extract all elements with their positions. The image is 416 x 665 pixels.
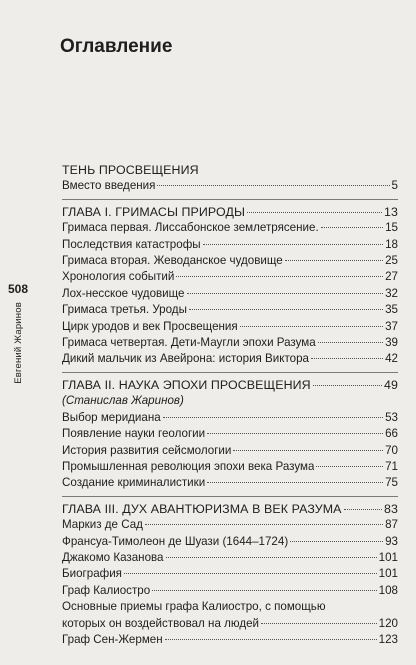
toc-entry-page: 66 — [385, 427, 398, 441]
toc-entry-title: Лох-несское чудовище — [62, 286, 185, 300]
toc-entry-page: 39 — [385, 336, 398, 350]
toc-entry-page: 108 — [378, 583, 398, 597]
toc-entry-page: 93 — [385, 534, 398, 548]
toc-entry-page: 13 — [384, 204, 398, 219]
toc-entry-page: 42 — [385, 352, 398, 366]
toc-chapter-heading — [62, 204, 398, 220]
dot-leader — [176, 276, 383, 277]
toc-entry-page: 5 — [391, 179, 398, 193]
dot-leader — [189, 309, 383, 310]
dot-leader — [157, 185, 389, 186]
toc-entry-page: 123 — [378, 632, 398, 646]
toc-entry — [62, 335, 398, 351]
toc-entry — [62, 534, 398, 550]
dot-leader — [344, 509, 382, 510]
toc-section — [62, 162, 398, 195]
dot-leader — [124, 573, 377, 574]
toc-entry-title: ГЛАВА I. ГРИМАСЫ ПРИРОДЫ — [62, 204, 246, 219]
toc-entry — [62, 475, 398, 491]
toc-entry — [62, 351, 398, 367]
toc-entry-line: Основные приемы графа Калиостро, с помощью — [62, 600, 326, 614]
toc-part-heading: ТЕНЬ ПРОСВЕЩЕНИЯ — [62, 163, 199, 177]
dot-leader — [316, 466, 383, 467]
toc-entry-title: Промышленная революция эпохи века Разума — [62, 459, 315, 473]
toc-entry-title: ГЛАВА II. НАУКА ЭПОХИ ПРОСВЕЩЕНИЯ — [62, 377, 311, 392]
author-name: Евгений Жаринов — [12, 302, 24, 384]
toc-entry — [62, 426, 398, 442]
dot-leader — [290, 541, 383, 542]
toc-entry — [62, 253, 398, 269]
toc-entry — [62, 459, 398, 475]
toc-entry — [62, 550, 398, 566]
toc-entry — [62, 269, 398, 285]
running-header — [6, 282, 30, 384]
toc-entry — [62, 632, 398, 648]
toc-entry-title: Гримаса первая. Лиссабонское землетрясение. — [62, 221, 319, 235]
toc-entry-page: 101 — [378, 550, 398, 564]
toc-entry-title: Цирк уродов и век Просвещения — [62, 319, 238, 333]
toc-entry-title: Маркиз де Сад — [62, 518, 143, 532]
toc-entry-page: 25 — [385, 254, 398, 268]
dot-leader — [187, 293, 384, 294]
toc-entry-page: 87 — [385, 518, 398, 532]
toc-entry — [62, 517, 398, 533]
toc-section — [62, 204, 398, 368]
toc-entry — [62, 583, 398, 599]
toc-entry-title: Дикий мальчик из Авейрона: история Виктора — [62, 352, 309, 366]
toc-entry-title: ГЛАВА III. ДУХ АВАНТЮРИЗМА В ВЕК РАЗУМА — [62, 501, 342, 516]
table-of-contents — [62, 162, 398, 648]
toc-entry-page: 71 — [385, 459, 398, 473]
dot-leader — [233, 450, 383, 451]
toc-entry-title: Хронология событий — [62, 270, 175, 284]
toc-entry-page: 49 — [384, 377, 398, 392]
toc-entry — [62, 319, 398, 335]
toc-entry-title: Последствия катастрофы — [62, 237, 201, 251]
toc-entry-title: Вместо введения — [62, 179, 156, 193]
toc-entry-title: История развития сейсмологии — [62, 443, 232, 457]
toc-entry-title: Создание криминалистики — [62, 476, 206, 490]
toc-entry — [62, 566, 398, 582]
toc-entry — [62, 410, 398, 426]
toc-entry-page: 70 — [385, 443, 398, 457]
toc-entry — [62, 237, 398, 253]
toc-entry-title: Гримаса третья. Уроды — [62, 303, 187, 317]
toc-entry-title: Граф Сен-Жермен — [62, 632, 163, 646]
toc-entry-title: Джакомо Казанова — [62, 550, 164, 564]
dot-leader — [203, 244, 384, 245]
dot-leader — [152, 590, 376, 591]
dot-leader — [247, 212, 382, 213]
dot-leader — [207, 433, 383, 434]
dot-leader — [311, 358, 383, 359]
dot-leader — [166, 557, 377, 558]
dot-leader — [240, 326, 383, 327]
toc-entry — [62, 178, 398, 194]
page-title: Оглавление — [60, 36, 173, 57]
dot-leader — [313, 385, 382, 386]
toc-entry — [62, 286, 398, 302]
toc-chapter-author: (Станислав Жаринов) — [62, 394, 184, 408]
toc-entry-page: 83 — [384, 501, 398, 516]
toc-entry-title: Выбор меридиана — [62, 410, 161, 424]
dot-leader — [165, 639, 377, 640]
toc-section — [62, 501, 398, 649]
dot-leader — [207, 482, 383, 483]
toc-entry-title: Франсуа-Тимолеон де Шуази (1644–1724) — [62, 534, 289, 548]
dot-leader — [318, 342, 383, 343]
toc-entry-title: Граф Калиостро — [62, 583, 151, 597]
toc-entry-page: 75 — [385, 476, 398, 490]
dot-leader — [145, 524, 383, 525]
toc-entry-page: 35 — [385, 303, 398, 317]
toc-entry-page: 27 — [385, 270, 398, 284]
toc-entry — [62, 443, 398, 459]
toc-entry — [62, 302, 398, 318]
toc-entry-page: 53 — [385, 410, 398, 424]
toc-entry-page: 18 — [385, 237, 398, 251]
toc-entry-page: 32 — [385, 286, 398, 300]
toc-entry-title: Гримаса четвертая. Дети-Маугли эпохи Разума — [62, 336, 316, 350]
toc-section — [62, 377, 398, 492]
toc-entry-page: 120 — [378, 616, 398, 630]
page-number: 508 — [7, 282, 29, 296]
toc-entry-page: 101 — [378, 567, 398, 581]
toc-entry — [62, 220, 398, 236]
dot-leader — [321, 227, 383, 228]
toc-entry-title: Гримаса вторая. Жеводанское чудовище — [62, 254, 283, 268]
toc-entry-title: Биография — [62, 567, 122, 581]
toc-entry-page: 15 — [385, 221, 398, 235]
dot-leader — [285, 260, 383, 261]
toc-chapter-heading — [62, 501, 398, 517]
dot-leader — [163, 417, 383, 418]
toc-entry — [62, 616, 398, 632]
toc-entry-title: которых он воздействовал на людей — [62, 616, 260, 630]
toc-entry-page: 37 — [385, 319, 398, 333]
dot-leader — [261, 623, 377, 624]
toc-entry-title: Появление науки геологии — [62, 427, 206, 441]
toc-chapter-heading — [62, 377, 398, 393]
